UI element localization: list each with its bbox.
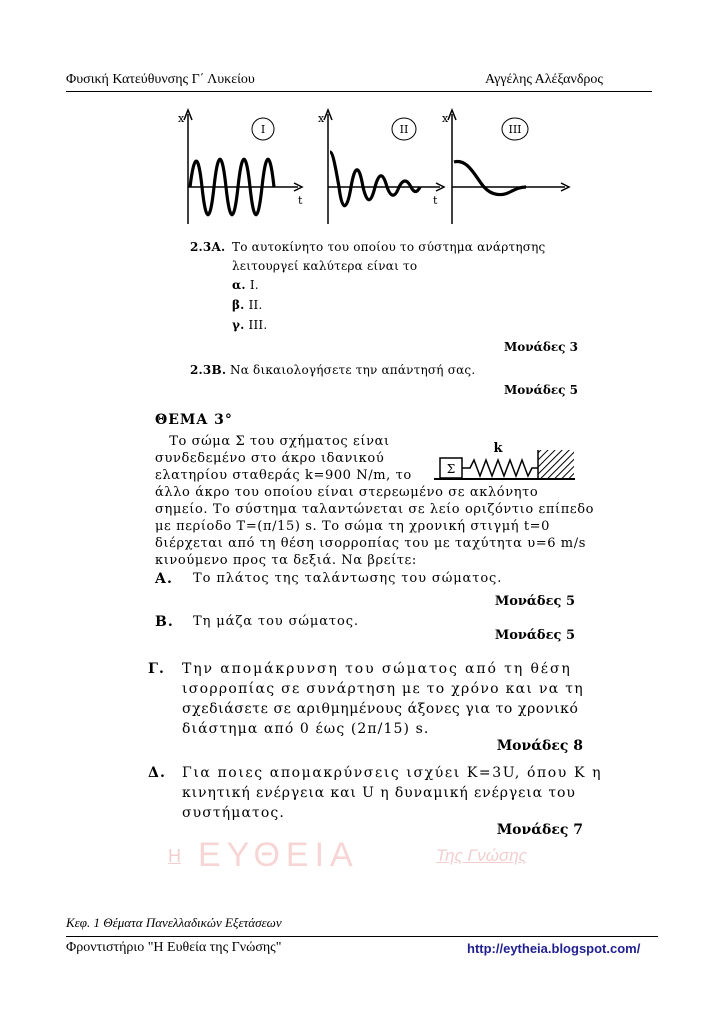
q23a-number: 2.3Α. bbox=[190, 240, 226, 254]
theme3-line-1: Το σώμα Σ του σχήματος είναι bbox=[155, 434, 390, 449]
theme3-line-5: σημείο. Το σύστημα ταλαντώνεται σε λείο οριζόντιο επίπεδο bbox=[155, 502, 595, 517]
q23b-number: 2.3Β. bbox=[190, 363, 227, 377]
theme3-line-8: κινούμενο προς τα δεξιά. Να βρείτε: bbox=[155, 553, 417, 568]
theme3-b-text: Τη μάζα του σώματος. bbox=[193, 614, 359, 629]
spring-mass-figure bbox=[432, 438, 577, 484]
theme3-d-line-1: Για ποιες απομακρύνσεις ισχύει K=3U, όπου K η bbox=[182, 765, 603, 781]
graph-3-x-label: x bbox=[442, 112, 449, 125]
theme3-g-label: Γ. bbox=[148, 661, 166, 677]
graph-1 bbox=[184, 110, 302, 224]
graph-1-x-label: x bbox=[178, 112, 185, 125]
header-right: Αγγέλης Αλέξανδρος bbox=[485, 72, 603, 87]
watermark bbox=[168, 836, 563, 872]
q23a-line1: Το αυτοκίνητο του οποίου το σύστημα ανάρτησης bbox=[232, 240, 546, 254]
q23a-option-a: α. Ι. bbox=[232, 278, 259, 292]
theme3-line-3: ελατηρίου σταθεράς k=900 N/m, το bbox=[155, 468, 412, 483]
theme3-d-line-3: συστήματος. bbox=[182, 805, 285, 821]
spring-label: k bbox=[493, 441, 503, 456]
graph-2-x-label: x bbox=[318, 112, 325, 125]
header-rule bbox=[66, 91, 652, 92]
theme3-a-points: Μονάδες 5 bbox=[494, 594, 575, 609]
q23a-line2: λειτουργεί καλύτερα είναι το bbox=[232, 259, 418, 273]
footer-url-link[interactable]: http://eytheia.blogspot.com/ bbox=[467, 941, 641, 956]
graph-2 bbox=[324, 110, 444, 224]
graph-3-curve bbox=[454, 161, 526, 194]
theme3-a-text: Το πλάτος της ταλάντωσης του σώματος. bbox=[193, 571, 503, 586]
graph-1-t-label: t bbox=[298, 194, 303, 207]
footer-chapter: Κεφ. 1 Θέματα Πανελλαδικών Εξετάσεων bbox=[66, 915, 282, 930]
theme3-g-points: Μονάδες 8 bbox=[496, 738, 583, 754]
spring bbox=[462, 460, 538, 476]
graph-2-t-label: t bbox=[433, 194, 438, 207]
body-label: Σ bbox=[446, 462, 456, 476]
damping-graphs bbox=[150, 100, 580, 230]
q23a-option-b: β. ΙΙ. bbox=[232, 298, 263, 312]
footer-school: Φροντιστήριο "Η Ευθεία της Γνώσης" bbox=[66, 940, 282, 955]
theme3-d-points: Μονάδες 7 bbox=[496, 822, 583, 838]
graph-3-numeral: III bbox=[508, 123, 522, 136]
footer-rule bbox=[66, 936, 658, 937]
watermark-left: Η bbox=[168, 846, 181, 866]
header-left: Φυσική Κατεύθυνσης Γ΄ Λυκείου bbox=[66, 72, 255, 87]
watermark-right: Της Γνώσης bbox=[436, 846, 527, 865]
theme3-b-points: Μονάδες 5 bbox=[494, 628, 575, 643]
theme3-line-4: άλλο άκρο του οποίου είναι στερεωμένο σε ακλόνητο bbox=[155, 485, 539, 500]
theme3-b-label: Β. bbox=[155, 614, 174, 630]
q23b-text: Να δικαιολογήσετε την απάντησή σας. bbox=[230, 363, 476, 377]
theme3-line-6: με περίοδο T=(π/15) s. Το σώμα τη χρονική στιγμή t=0 bbox=[155, 519, 551, 534]
theme3-line-2: συνδεδεμένο στο άκρο ιδανικού bbox=[155, 451, 385, 466]
theme3-g-line-2: ισορροπίας σε συνάρτηση με το χρόνο και να τη bbox=[182, 681, 584, 697]
q23a-option-c: γ. ΙΙΙ. bbox=[232, 318, 268, 332]
wall bbox=[538, 450, 574, 479]
graph-2-numeral: II bbox=[399, 123, 409, 136]
theme3-a-label: Α. bbox=[155, 571, 173, 587]
graph-2-curve bbox=[330, 152, 420, 206]
theme3-d-label: Δ. bbox=[148, 765, 166, 781]
theme3-g-line-1: Την απομάκρυνση του σώματος από τη θέση bbox=[182, 661, 572, 677]
theme3-d-line-2: κινητική ενέργεια και U η δυναμική ενέργεια του bbox=[182, 785, 576, 801]
theme3-line-7: διέρχεται από τη θέση ισορροπίας του με ταχύτητα υ=6 m/s bbox=[155, 536, 586, 551]
graph-1-numeral: I bbox=[260, 123, 266, 136]
watermark-main: ΕΥΘΕΙΑ bbox=[198, 836, 359, 874]
theme3-g-line-4: διάστημα από 0 έως (2π/15) s. bbox=[182, 721, 430, 737]
theme3-g-line-3: σχεδιάσετε σε αριθμημένους άξονες για το χρονικό bbox=[182, 701, 579, 717]
q23b-points: Μονάδες 5 bbox=[504, 383, 578, 397]
q23a-points: Μονάδες 3 bbox=[504, 340, 578, 354]
theme3-title: ΘΕΜΑ 3° bbox=[155, 412, 233, 428]
